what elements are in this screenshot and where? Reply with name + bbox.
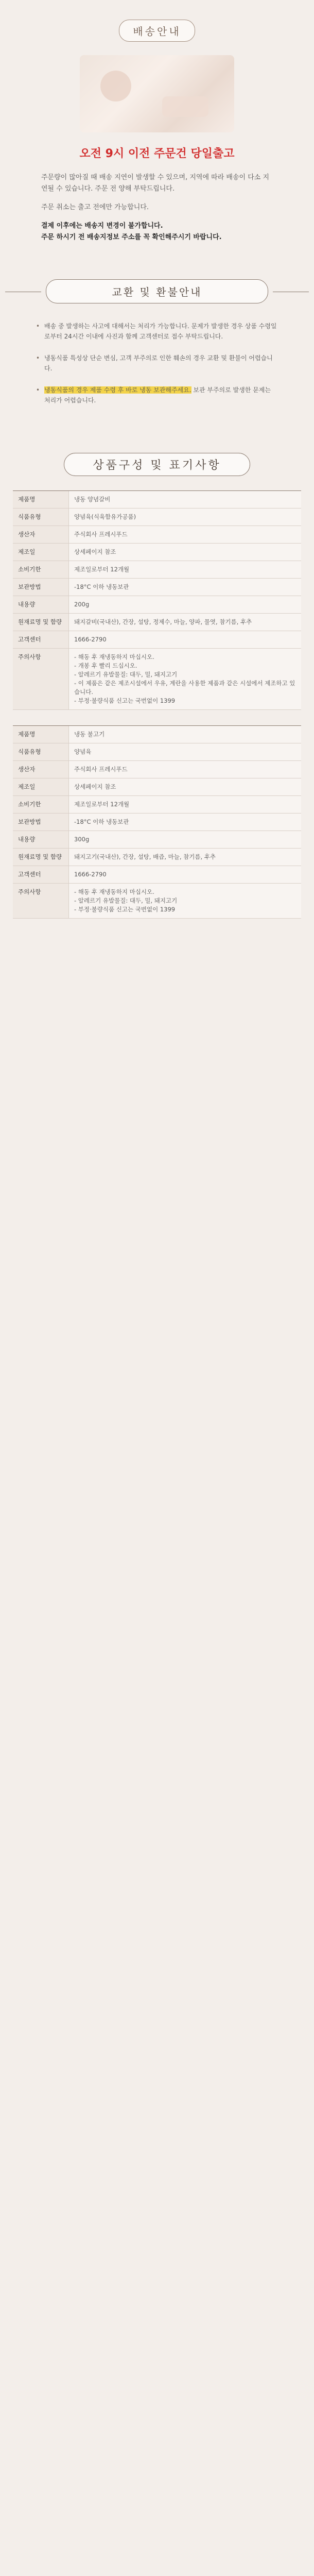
table-row xyxy=(13,596,301,614)
row-label: 식품유형 xyxy=(13,509,69,526)
row-label: 생산자 xyxy=(13,526,69,543)
product-info-section xyxy=(0,437,314,955)
row-value xyxy=(69,526,301,543)
row-label: 보관방법 xyxy=(13,579,69,596)
bullet-icon: • xyxy=(36,323,40,330)
row-value-line: - 해동 후 재냉동하지 마십시오. xyxy=(74,888,154,895)
row-label: 원재료명 및 함량 xyxy=(13,614,69,631)
row-value xyxy=(69,596,301,613)
row-value xyxy=(69,778,301,795)
row-value xyxy=(69,561,301,578)
row-label: 보관방법 xyxy=(13,814,69,831)
table-row xyxy=(13,579,301,596)
row-label: 주의사항 xyxy=(13,649,69,709)
table-row xyxy=(13,743,301,761)
exchange-items xyxy=(36,321,278,405)
table-row xyxy=(13,884,301,919)
row-value xyxy=(69,761,301,778)
table-row xyxy=(13,649,301,710)
row-value xyxy=(69,796,301,813)
row-value-line: 주식회사 프레시푸드 xyxy=(74,766,128,773)
row-label: 주의사항 xyxy=(13,884,69,918)
row-value xyxy=(69,726,301,743)
exchange-item-text: 냉동식품의 경우 제품 수령 후 바로 냉동 보관해주세요. 보관 부주의로 발생한 문제는 처리가 어렵습니다. xyxy=(44,386,271,404)
shipping-text xyxy=(41,172,273,213)
row-value-line: 양념육 xyxy=(74,748,92,755)
shipping-bold-line-0: 결제 이후에는 배송지 변경이 불가합니다. xyxy=(41,222,163,230)
table-row xyxy=(13,491,301,509)
row-value-line: -18°C 이하 냉동보관 xyxy=(74,818,129,825)
table-row xyxy=(13,849,301,866)
row-value-line: - 부정·불량식품 신고는 국번없이 1399 xyxy=(74,906,176,913)
row-value-line: 냉동 불고기 xyxy=(74,731,105,738)
row-value-line: 돼지갈비(국내산), 간장, 설탕, 정제수, 마늘, 양파, 물엿, 참기름, 후추 xyxy=(74,618,252,625)
product-table xyxy=(13,490,301,710)
table-row xyxy=(13,814,301,831)
table-row xyxy=(13,631,301,649)
product-table xyxy=(13,725,301,919)
page xyxy=(0,0,314,955)
row-label: 고객센터 xyxy=(13,631,69,648)
table-row xyxy=(13,831,301,849)
table-row xyxy=(13,509,301,526)
exchange-section xyxy=(0,259,314,437)
row-value xyxy=(69,649,301,709)
row-value-line: 냉동 양념갈비 xyxy=(74,496,111,503)
table-row xyxy=(13,796,301,814)
shipping-bold-lines xyxy=(41,221,273,243)
exchange-item-text: 배송 중 발생하는 사고에 대해서는 처리가 가능합니다. 문제가 발생한 경우 상품 수령일로부터 24시간 이내에 사진과 함께 고객센터로 접수 부탁드립니다. xyxy=(44,323,277,340)
row-value xyxy=(69,509,301,526)
row-value xyxy=(69,849,301,866)
row-value-line: 상세페이지 참조 xyxy=(74,783,116,790)
shipping-section xyxy=(0,0,314,259)
row-value-line: 양념육(식육함유가공품) xyxy=(74,513,136,520)
table-row xyxy=(13,561,301,579)
row-value-line: 300g xyxy=(74,836,90,843)
row-value xyxy=(69,614,301,631)
row-value-line: - 알레르기 유발물질: 대두, 밀, 돼지고기 xyxy=(74,897,178,904)
row-label: 내용량 xyxy=(13,831,69,848)
row-label: 소비기한 xyxy=(13,561,69,578)
table-row xyxy=(13,614,301,631)
row-value xyxy=(69,544,301,561)
row-value-line: 제조일로부터 12개월 xyxy=(74,566,130,573)
row-label: 제품명 xyxy=(13,726,69,743)
table-row xyxy=(13,778,301,796)
row-label: 소비기한 xyxy=(13,796,69,813)
row-label: 식품유형 xyxy=(13,743,69,760)
row-value-line: - 개봉 후 빨리 드십시오. xyxy=(74,662,137,669)
row-value xyxy=(69,884,301,918)
row-label: 원재료명 및 함량 xyxy=(13,849,69,866)
row-value xyxy=(69,579,301,596)
row-label: 제조일 xyxy=(13,778,69,795)
row-value xyxy=(69,631,301,648)
shipping-image xyxy=(80,55,234,132)
exchange-item xyxy=(36,385,278,405)
shipping-paragraph-0: 주문량이 많아질 때 배송 지연이 발생할 수 있으며, 지역에 따라 배송이 다소 지연될 수 있습니다. 주문 전 양해 부탁드립니다. xyxy=(41,174,270,193)
table-row xyxy=(13,544,301,561)
shipping-title: 배송안내 xyxy=(119,20,195,42)
product-info-title: 상품구성 및 표기사항 xyxy=(64,453,250,476)
row-label: 제품명 xyxy=(13,491,69,508)
row-value xyxy=(69,491,301,508)
table-row xyxy=(13,726,301,743)
exchange-item xyxy=(36,321,278,342)
row-label: 내용량 xyxy=(13,596,69,613)
shipping-headline: 오전 9시 이전 주문건 당일출고 xyxy=(79,147,235,160)
row-value-line: 돼지고기(국내산), 간장, 설탕, 배즙, 마늘, 참기름, 후추 xyxy=(74,853,216,860)
exchange-item xyxy=(36,353,278,374)
row-value-line: - 해동 후 재냉동하지 마십시오. xyxy=(74,653,154,660)
table-row xyxy=(13,526,301,544)
row-value-line: 1666-2790 xyxy=(74,636,107,643)
shipping-bold-line-1: 주문 하시기 전 배송지정보 주소를 꼭 확인해주시기 바랍니다. xyxy=(41,233,222,241)
row-value-line: 200g xyxy=(74,601,90,608)
row-label: 제조일 xyxy=(13,544,69,561)
row-value xyxy=(69,814,301,831)
bullet-icon: • xyxy=(36,354,40,362)
row-value-line: - 알레르기 유발물질: 대두, 밀, 돼지고기 xyxy=(74,671,178,678)
row-value-line: 1666-2790 xyxy=(74,871,107,878)
exchange-title: 교환 및 환불안내 xyxy=(46,279,268,303)
shipping-paragraph-1: 주문 취소는 출고 전에만 가능합니다. xyxy=(41,204,149,211)
row-value-line: - 이 제품은 같은 제조시설에서 우유, 계란을 사용한 제품과 같은 시설에서 제조하고 있습니다. xyxy=(74,680,295,696)
row-label: 고객센터 xyxy=(13,866,69,883)
row-value xyxy=(69,866,301,883)
row-value-line: 제조일로부터 12개월 xyxy=(74,801,130,808)
bullet-icon: • xyxy=(36,386,40,394)
row-value xyxy=(69,831,301,848)
product-tables xyxy=(0,490,314,919)
row-value-line: -18°C 이하 냉동보관 xyxy=(74,583,129,590)
table-row xyxy=(13,866,301,884)
row-value-line: 상세페이지 참조 xyxy=(74,548,116,555)
row-value-line: 주식회사 프레시푸드 xyxy=(74,531,128,538)
table-row xyxy=(13,761,301,778)
exchange-item-text: 냉동식품 특성상 단순 변심, 고객 부주의로 인한 훼손의 경우 교환 및 환불이 어렵습니다. xyxy=(44,354,273,372)
row-value xyxy=(69,743,301,760)
row-value-line: - 부정·불량식품 신고는 국번없이 1399 xyxy=(74,697,176,704)
row-label: 생산자 xyxy=(13,761,69,778)
